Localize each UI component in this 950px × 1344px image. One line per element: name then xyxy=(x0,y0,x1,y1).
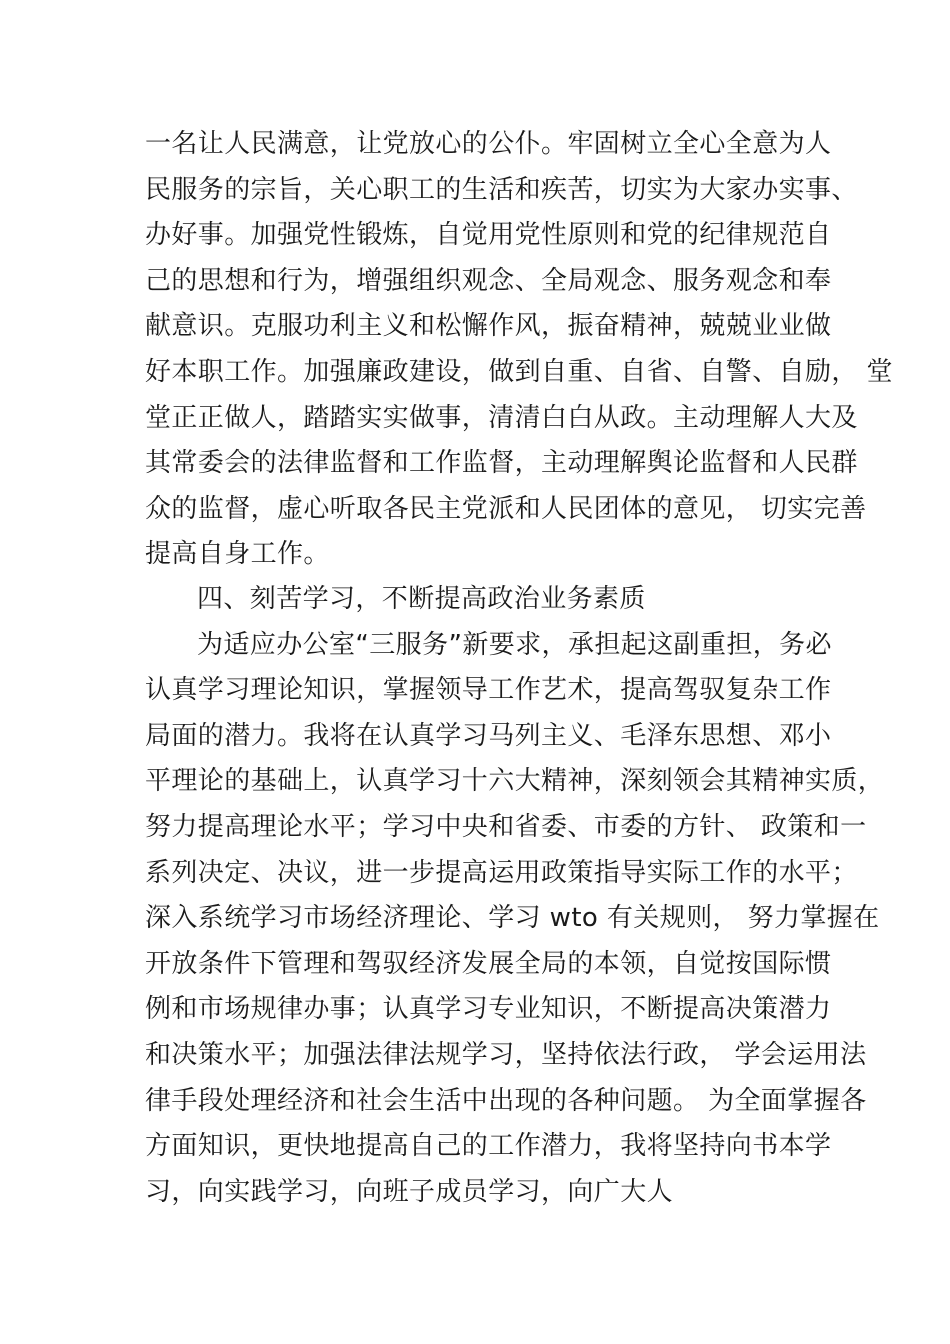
paragraph-section-three-tail xyxy=(145,122,893,578)
text-line: 民服务的宗旨，关心职工的生活和疾苦，切实为大家办实事、 xyxy=(145,174,858,205)
text-line: 好本职工作。加强廉政建设，做到自重、自省、自警、自励， 堂 xyxy=(145,356,893,387)
text-line: 例和市场规律办事；认真学习专业知识，不断提高决策潜力 xyxy=(145,994,832,1025)
section-four xyxy=(145,577,885,1215)
text-line: 提高自身工作。 xyxy=(145,539,330,570)
text-line: 堂正正做人，踏踏实实做事，清清白白从政。主动理解人大及 xyxy=(145,402,858,433)
text-line: 己的思想和行为，增强组织观念、全局观念、服务观念和奉 xyxy=(145,265,832,296)
text-line: 深入系统学习市场经济理论、学习 wto 有关规则， 努力掌握在 xyxy=(145,903,880,934)
text-line: 一名让人民满意，让党放心的公仆。牢固树立全心全意为人 xyxy=(145,129,832,159)
text-line: 系列决定、决议，进一步提高运用政策指导实际工作的水平； xyxy=(145,857,858,888)
text-line: 习，向实践学习，向班子成员学习，向广大人 xyxy=(145,1176,674,1207)
text-line: 开放条件下管理和驾驭经济发展全局的本领，自觉按国际惯 xyxy=(145,948,832,979)
text-line: 局面的潜力。我将在认真学习马列主义、毛泽东思想、邓小 xyxy=(145,720,832,751)
text-line: 方面知识，更快地提高自己的工作潜力，我将坚持向书本学 xyxy=(145,1131,832,1162)
text-line: 平理论的基础上，认真学习十六大精神，深刻领会其精神实质， xyxy=(145,766,885,797)
section-heading: 四、刻苦学习，不断提高政治业务素质 xyxy=(197,584,646,614)
text-line: 律手段处理经济和社会生活中出现的各种问题。 为全面掌握各 xyxy=(145,1085,867,1116)
text-line: 认真学习理论知识，掌握领导工作艺术，提高驾驭复杂工作 xyxy=(145,675,832,706)
text-line: 和决策水平；加强法律法规学习，坚持依法行政， 学会运用法 xyxy=(145,1039,867,1070)
text-line: 为适应办公室“三服务”新要求，承担起这副重担，务必 xyxy=(197,629,832,660)
text-line: 办好事。加强党性锻炼，自觉用党性原则和党的纪律规范自 xyxy=(145,220,832,251)
text-line: 献意识。克服功利主义和松懈作风，振奋精神，兢兢业业做 xyxy=(145,311,832,342)
text-line: 努力提高理论水平；学习中央和省委、市委的方针、 政策和一 xyxy=(145,811,867,842)
text-line: 众的监督，虚心听取各民主党派和人民团体的意见， 切实完善 xyxy=(145,493,867,524)
text-line: 其常委会的法律监督和工作监督，主动理解舆论监督和人民群 xyxy=(145,448,858,479)
